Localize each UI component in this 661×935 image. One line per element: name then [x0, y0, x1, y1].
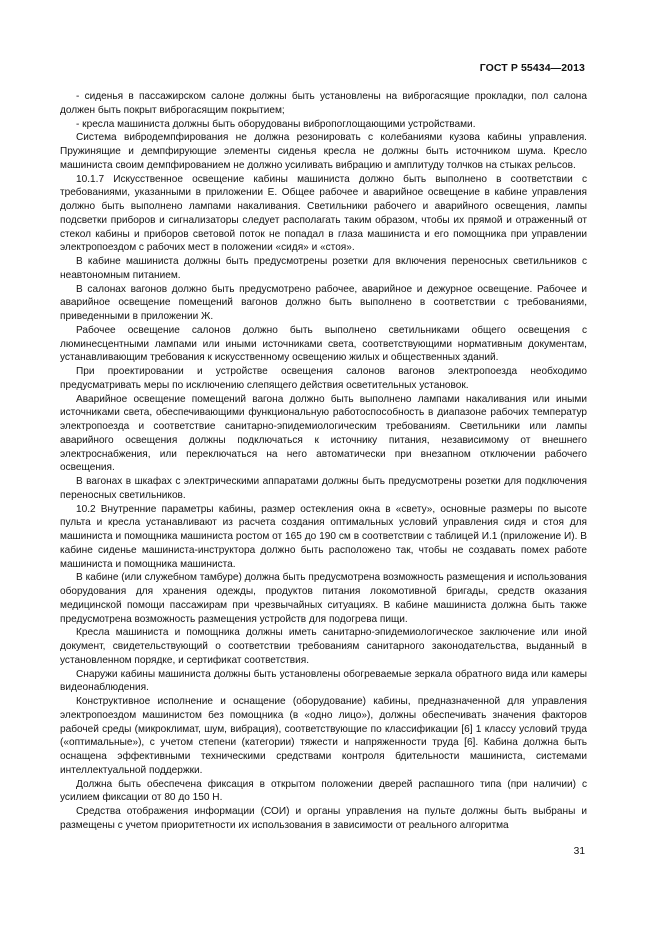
- paragraph-6: В салонах вагонов должно быть предусмотрено рабочее, аварийное и дежурное освещение. Рабочее и аварийное освещение помещений вагонов должно быть выполнено в соответствии с требованиями, приведенными в приложении Ж.: [60, 283, 587, 322]
- paragraph-2: - кресла машиниста должны быть оборудованы вибропоглощающими устройствами.: [76, 118, 476, 130]
- paragraph-16: Должна быть обеспечена фиксация в открытом положении дверей распашного типа (при наличии) с усилием фиксации от 80 до 150 Н.: [60, 778, 587, 804]
- paragraph-7: Рабочее освещение салонов должно быть выполнено светильниками общего освещения с люминесцентными лампами или иными источниками света, соответствующими нормативным документам, устанавливающим требования к искусственному освещению жилых и общественных зданий.: [60, 324, 587, 364]
- paragraph-1: - сиденья в пассажирском салоне должны быть установлены на виброгасящие прокладки, пол салона должен быть покрыт виброгасящим покрытием;: [60, 91, 587, 116]
- page-number: 31: [573, 846, 585, 857]
- paragraph-11: 10.2 Внутренние параметры кабины, размер остекления окна в «свету», основные размеры по высоте пульта и кресла устанавливают из расчета создания оптимальных условий управления сидя и стоя для машиниста и помощника машиниста ростом от 165 до 190 см в соответствии с таблицей И.1 (приложение И). В кабине сиденье машиниста-инструктора должно быть расположено так, чтобы не создавать помех работе машиниста и помощника машиниста.: [60, 503, 587, 570]
- paragraph-14: Снаружи кабины машиниста должны быть установлены обогреваемые зеркала обратного вида или камеры видеонаблюдения.: [60, 668, 587, 694]
- paragraph-8: При проектировании и устройстве освещения салонов вагонов электропоезда необходимо предусматривать меры по исключению слепящего действия осветительных установок.: [60, 366, 587, 391]
- paragraph-12: В кабине (или служебном тамбуре) должна быть предусмотрена возможность размещения и использования оборудования для хранения одежды, продуктов питания локомотивной бригады, средств оказания медицинской помощи пассажирам при чрезвычайных ситуациях. В кабине машиниста должна быть также предусмотрена возможность размещения устройств для подогрева пищи.: [60, 572, 587, 625]
- document-header: ГОСТ Р 55434—2013: [479, 62, 585, 74]
- paragraph-4: 10.1.7 Искусственное освещение кабины машиниста должно быть выполнено в соответствии с требованиями, указанными в приложении Е. Общее рабочее и аварийное освещение в кабине управления должно быть выполнено лампами накаливания. Светильники рабочего и аварийного освещения, лампы подсветки приборов и сигнализаторы следует располагать таким образом, чтобы их прямой и отраженный от стекол кабины и приборов световой поток не попадал в глаза машиниста и его помощника при управлении электропоездом с рабочих мест в положении «сидя» и «стоя».: [60, 173, 587, 254]
- paragraph-13: Кресла машиниста и помощника должны иметь санитарно-эпидемиологическое заключение или иной документ, свидетельствующий о соответствии требованиям санитарного законодательства, выданный в установленном порядке, и сертификат соответствия.: [60, 627, 587, 666]
- page-body: [60, 90, 587, 833]
- paragraph-15: Конструктивное исполнение и оснащение (оборудование) кабины, предназначенной для управления электропоездом машинистом без помощника (в «одно лицо»), должны обеспечивать значения факторов рабочей среды (микроклимат, шум, вибрация), соответствующие по классификации [6] 1 классу условий труда («оптимальные»), с учетом степени (категории) тяжести и напряженности труда [6]. Кабина должна быть оснащена эффективными техническими средствами контроля бдительности машиниста, системами интеллектуальной поддержки.: [60, 696, 587, 776]
- paragraph-10: В вагонах в шкафах с электрическими аппаратами должны быть предусмотрены розетки для подключения переносных светильников.: [60, 476, 587, 501]
- paragraph-9: Аварийное освещение помещений вагона должно быть выполнено лампами накаливания или иными источниками света, обеспечивающими функциональную работоспособность в диапазоне рабочих температур электропоезда и соответствие санитарно-эпидемиологическим требованиям. Светильники или лампы аварийного освещения должны подключаться к источнику питания, независимому от внешнего электроснабжения, или переключаться на него автоматически при внезапном отключении рабочего освещения.: [60, 393, 587, 474]
- paragraph-5: В кабине машиниста должны быть предусмотрены розетки для включения переносных светильников с неавтономным питанием.: [60, 256, 587, 281]
- paragraph-3: Система вибродемпфирования не должна резонировать с колебаниями кузова кабины управления. Пружинящие и демпфирующие элементы сиденья кресла не должны быть источником шума. Кресло машиниста своим демпфированием не должно усиливать вибрацию и амплитуду толчков на стыках рельсов.: [60, 132, 587, 171]
- paragraph-17: Средства отображения информации (СОИ) и органы управления на пульте должны быть выбраны и размещены с учетом приоритетности их использования в зависимости от реального алгоритма: [60, 806, 587, 831]
